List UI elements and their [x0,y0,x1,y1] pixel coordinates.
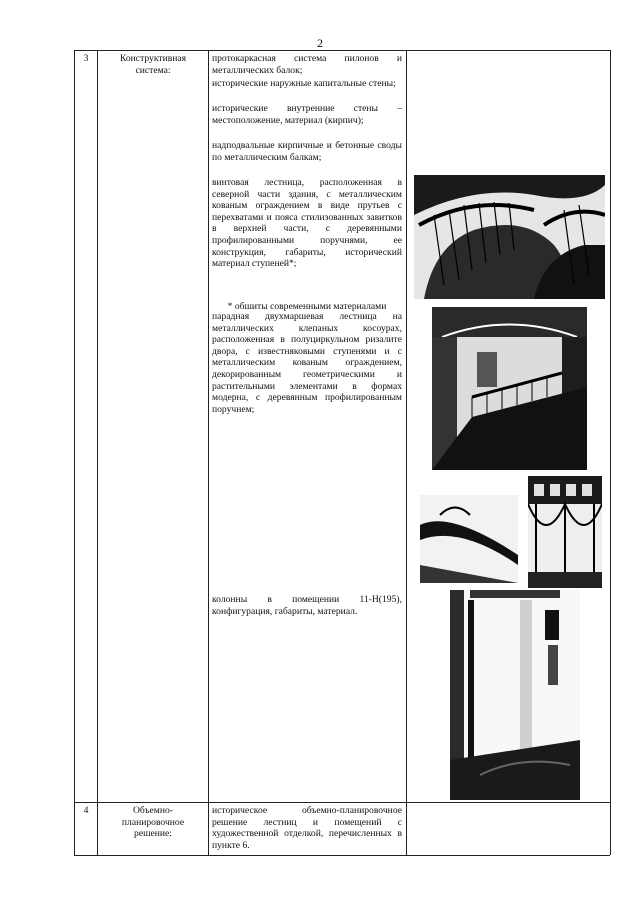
row-divider [74,802,610,803]
item-columns: колонны в помещении 11-Н(195), конфигурация, габариты, материал. [212,594,402,617]
col-divider-2 [208,50,209,855]
page-number: 2 [317,36,323,50]
row-4-title-line: Объемно- [133,805,173,816]
col-divider-1 [97,50,98,855]
row-4-title [99,805,207,840]
spiral-staircase-photo [414,175,605,299]
row-3-title-line: Конструктивная [119,53,187,64]
row-4-title-line: планировочное [121,816,185,828]
row-3-number: 3 [83,53,89,64]
ornament-detail-photo [528,476,602,588]
table-left-border [74,50,75,855]
col-divider-3 [406,50,407,855]
item-inner-walls: исторические внутренние стены – местоположение, материал (кирпич); [212,103,402,126]
item-volume-planning: историческое объемно-планировочное решение лестниц и помещений с художественной отделкой, перечисленных в пункте 6. [212,805,402,851]
item-vaults: надподвальные кирпичные и бетонные своды по металлическим балкам; [212,140,402,163]
item-outer-walls: исторические наружные капитальные стены; [212,78,396,89]
row-4-number: 4 [83,805,89,816]
table-bottom-border [74,855,610,856]
table-right-border [610,50,611,855]
item-spiral-staircase: винтовая лестница, расположенная в северной части здания, с металлическим кованым ограждением в виде прутьев с перехватами и пояса стилизованных завитков в верхней части, с деревянными профилированными поручнями, ее конструкция, габариты, исторический материал ступеней*; [212,177,402,270]
grand-staircase-photo [432,307,587,470]
item-grand-staircase: парадная двухмаршевая лестница на металлических клепаных косоурах, расположенная в полуциркульном ризалите двора, с известняковыми ступенями и с металлическим кованым ограждением, декорированным геометрическими и растительными элементами в формах модерна, с деревянным профилированным поручнем; [212,311,402,415]
item-footnote: * обшиты современными материалами [227,300,387,312]
railing-detail-photo [420,495,518,583]
row-4-title-line: решение: [134,828,172,840]
table-top-border [74,50,610,51]
row-3-title [99,53,207,76]
item-frame-system: протокаркасная система пилонов и металлических балок; [212,53,402,76]
row-3-title-line: система: [135,64,171,76]
column-room-photo [450,590,580,800]
